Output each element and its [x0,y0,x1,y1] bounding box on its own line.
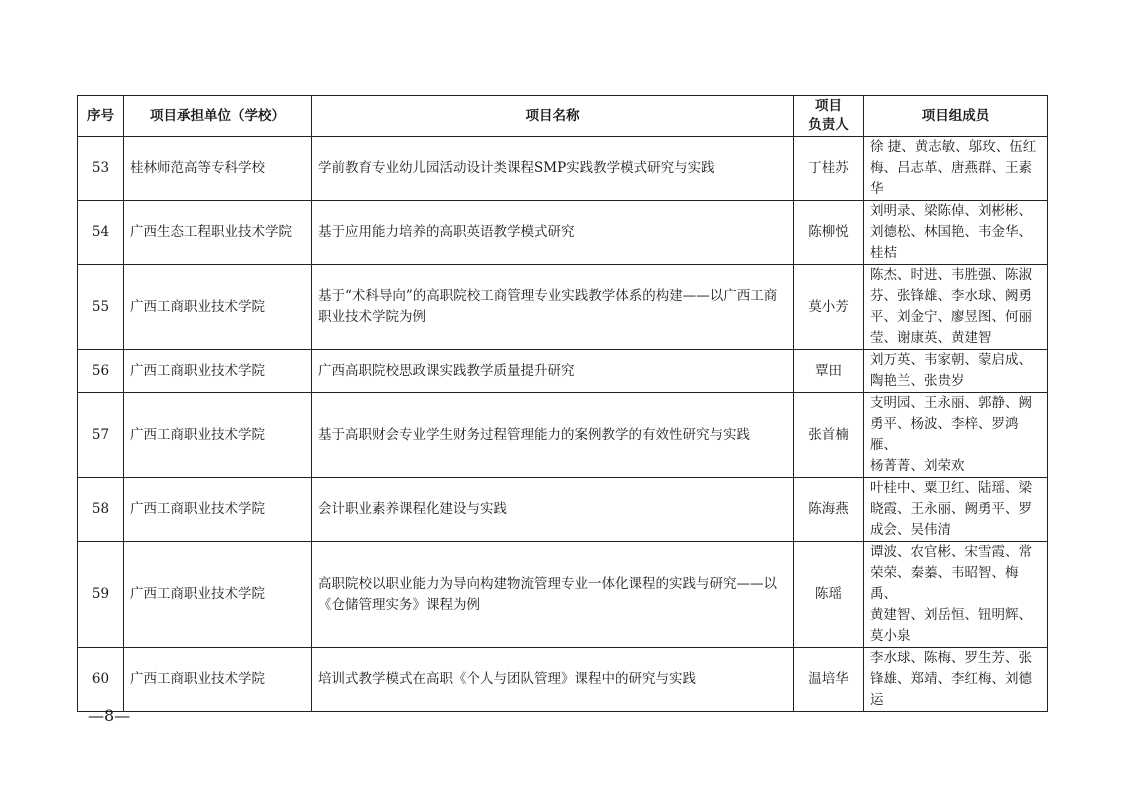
project-table [77,95,1048,712]
member-line: 勇平、杨波、李梓、罗鸿雁、 [870,416,1019,453]
member-line: 叶桂中、粟卫红、陆瑶、梁 [870,480,1032,496]
row-num: 60 [78,648,124,712]
row-lead: 覃田 [794,350,864,393]
table-row [78,265,1048,350]
row-project-name: 培训式教学模式在高职《个人与团队管理》课程中的研究与实践 [312,648,794,712]
row-lead: 温培华 [794,648,864,712]
row-project-name: 会计职业素养课程化建设与实践 [312,478,794,542]
row-project-name: 基于“术科导向”的高职院校工商管理专业实践教学体系的构建——以广西工商职业技术学院为例 [312,265,794,350]
header-lead-line2: 负责人 [808,117,849,133]
member-line: 刘德松、林国艳、韦金华、 [870,224,1032,240]
header-members: 项目组成员 [864,96,1048,137]
member-line: 徐 捷、黄志敏、邬玫、伍红 [870,139,1037,155]
row-num: 57 [78,393,124,478]
row-members [864,201,1048,265]
member-line: 刘万英、韦家朝、蒙启成、 [870,352,1032,368]
row-unit: 广西工商职业技术学院 [124,648,312,712]
row-unit: 桂林师范高等专科学校 [124,137,312,201]
member-line: 华 [870,181,884,197]
row-project-name: 基于高职财会专业学生财务过程管理能力的案例教学的有效性研究与实践 [312,393,794,478]
member-line: 荣荣、秦蓁、韦昭智、梅禹、 [870,565,1019,602]
table-row [78,137,1048,201]
member-line: 陶艳兰、张贵岁 [870,373,965,389]
header-lead [794,96,864,137]
row-lead: 陈瑶 [794,542,864,648]
row-lead: 丁桂苏 [794,137,864,201]
header-row [78,96,1048,137]
member-line: 锋雄、郑靖、李红梅、刘德 [870,671,1032,687]
row-members [864,393,1048,478]
row-unit: 广西工商职业技术学院 [124,478,312,542]
header-name: 项目名称 [312,96,794,137]
member-line: 杨菁菁、刘荣欢 [870,458,965,474]
table-row [78,201,1048,265]
page-number: —8— [88,706,131,725]
table-row [78,350,1048,393]
member-line: 支明园、王永丽、郭静、阙 [870,395,1032,411]
row-members [864,350,1048,393]
member-line: 陈杰、时进、韦胜强、陈淑 [870,267,1032,283]
member-line: 晓霞、王永丽、阙勇平、罗 [870,501,1032,517]
row-lead: 陈柳悦 [794,201,864,265]
row-project-name: 广西高职院校思政课实践教学质量提升研究 [312,350,794,393]
member-line: 成会、吴伟清 [870,522,951,538]
table-body [78,137,1048,712]
table-row [78,648,1048,712]
member-line: 莹、谢康英、黄建智 [870,330,992,346]
row-num: 59 [78,542,124,648]
header-unit: 项目承担单位（学校） [124,96,312,137]
row-lead: 张首楠 [794,393,864,478]
member-line: 刘明录、梁陈倬、刘彬彬、 [870,203,1032,219]
header-num: 序号 [78,96,124,137]
table-row [78,542,1048,648]
table-row [78,478,1048,542]
row-num: 53 [78,137,124,201]
member-line: 芬、张锋雄、李水球、阙勇 [870,288,1032,304]
row-members [864,478,1048,542]
member-line: 桂桔 [870,245,897,261]
row-unit: 广西工商职业技术学院 [124,542,312,648]
row-num: 56 [78,350,124,393]
row-num: 55 [78,265,124,350]
row-project-name: 高职院校以职业能力为导向构建物流管理专业一体化课程的实践与研究——以《仓储管理实务》课程为例 [312,542,794,648]
member-line: 平、刘金宁、廖昱图、何丽 [870,309,1032,325]
member-line: 谭波、农官彬、宋雪霞、常 [870,544,1032,560]
member-line: 莫小泉 [870,628,911,644]
row-project-name: 学前教育专业幼儿园活动设计类课程SMP实践教学模式研究与实践 [312,137,794,201]
member-line: 李水球、陈梅、罗生芳、张 [870,650,1032,666]
row-members [864,648,1048,712]
row-members [864,265,1048,350]
header-lead-line1: 项目 [815,98,842,114]
row-unit: 广西生态工程职业技术学院 [124,201,312,265]
row-unit: 广西工商职业技术学院 [124,393,312,478]
row-project-name: 基于应用能力培养的高职英语教学模式研究 [312,201,794,265]
row-unit: 广西工商职业技术学院 [124,350,312,393]
row-num: 54 [78,201,124,265]
member-line: 黄建智、刘岳恒、钮明辉、 [870,607,1032,623]
member-line: 运 [870,692,884,708]
row-lead: 莫小芳 [794,265,864,350]
row-unit: 广西工商职业技术学院 [124,265,312,350]
row-lead: 陈海燕 [794,478,864,542]
row-members [864,137,1048,201]
row-num: 58 [78,478,124,542]
row-members [864,542,1048,648]
table-row [78,393,1048,478]
member-line: 梅、吕志革、唐燕群、王素 [870,160,1032,176]
